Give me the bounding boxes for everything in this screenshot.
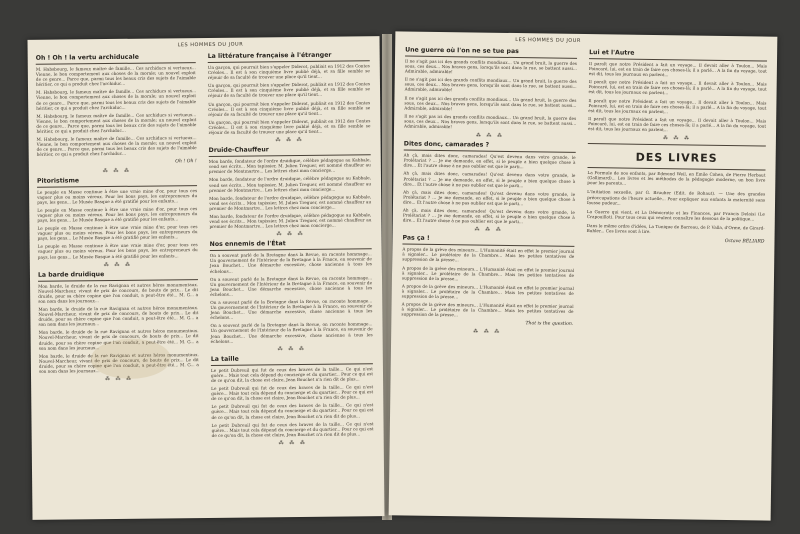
article-body: Un garçon, qui pourrait bien s'appeler Diderot, publiait en 1912 des Contes Créoles... Il est à son cinquième livre publié déjà, et sa fille semble se réjouir de sa faculté de trouver une place qu'il tient... — [207, 63, 370, 81]
article-body: Il ne s'agit pas ici des grands conflits mondiaux... Un grand bruit, la guerre des sous, ces deux... Nos braves gens, lorsqu'ils sont dans la rue, se battent aussi... Admirable, admirable! — [404, 95, 577, 111]
article-title: La littérature française à l'étranger — [207, 51, 332, 60]
article-body: A propos de la grève des mineurs... L'Humanité était en effet le premier journal à signaler... Le prolétaire de la Chambre... Mais les petites tentatives de suppression de la presse... — [401, 283, 574, 300]
book-review: Dans le même ordre d'idées, La Tunique de Barreau, de P. Valla, d'Orme, de Girard-Buhler... Ces livres sont à lire. — [586, 222, 765, 234]
right-page — [389, 31, 778, 520]
article-title: Oh ! Oh ! la vertu archiducale — [35, 53, 139, 62]
right-column-1 — [401, 43, 577, 339]
article-body: Mon barde, fondateur de l'ordre druidique, célèbre pédagogue au Kabbale, vend ses écrits... Mon tapissier, M. Julien Treguer, est nommé chauffeur au premier de Montmartre... Les lettres chez mon concierge... — [209, 193, 372, 211]
separator-stars: ⁂ ⁂ ⁂ — [277, 345, 306, 353]
article-body: Le petit Dubreuil qui fut de ceux des braves de la taille... Ce qui n'est guère... Mais tout cela dépend du concierge et du quartier... Pour ce qui est de ce qu'on dit, la chose est claire, Jean Bouchet n'a rien dit de plus... — [210, 366, 374, 383]
separator-stars: ⁂ ⁂ ⁂ — [103, 261, 132, 268]
article-title: Une guerre où l'on ne se tue pas — [405, 46, 519, 56]
running-head: LES HOMMES DU JOUR — [515, 37, 581, 44]
article-body: A propos de la grève des mineurs... L'Humanité était en effet le premier journal à signaler... Le prolétaire de la Chambre... Mais les petites tentatives de suppression de la presse... — [401, 301, 574, 318]
article-body: M. Habsbourg, le fameux maître de famille... Ces archiducs si vertueux... Vienne, le bon comportement aux choses de la morale; un nouvel exploit de ce genre... Parce que, parmi tous les beaux cris des sujets de l'aimable héritier, ce qui a produit chez l'archiduc... — [36, 135, 197, 158]
books-section-heading: DES LIVRES — [635, 150, 718, 165]
article-body: Il paraît que notre Président a fait un voyage... Il devait aller à Toulon... Mais Poincaré, lui, est en train de faire ces choses-là; il a parlé... A la fin du voyage, tout est dit, tous les journaux en parlent... — [588, 61, 767, 78]
article-body: Le peuple en Masse continue à être une vraie mine d'or, pour tous ces vaguer plus ou moins véreux. Pour les bons pays, les entrepreneurs du pays, les gens... Le Musée Basque a été gratifié pour les enfants... — [37, 242, 198, 260]
article-title: La taille — [210, 355, 239, 363]
article-body: Ah çà, mais dites donc, camarades! Qu'est devenu dans votre grande, le Prolétariat ? ... Je me demande, en effet, si le peuple a bien quelque chose à dire... Et l'autre chose à ne pas oublier est que le parti... — [402, 189, 576, 207]
article-signature: Oh ! Oh ! — [175, 158, 197, 164]
article-title: Druide-Chauffeur — [208, 146, 269, 155]
running-head: LES HOMMES DU JOUR — [177, 41, 244, 49]
book-review: La Guerre qui vient, et La Démocratie et les Finances, par Francis Delaisi (Le Crapouillot). Pour tous ceux qui veulent connaître les dessous de la politique... — [586, 208, 765, 222]
separator-stars: ⁂ ⁂ ⁂ — [662, 135, 692, 142]
article-body: Ah çà, mais dites donc, camarades! Qu'est devenu dans votre grande, le Prolétariat ? ... Je me demande, en effet, si le peuple a bien quelque chose à dire... Et l'autre chose à ne pas oublier est que le parti... — [403, 170, 576, 188]
article-body: Il ne s'agit pas ici des grands conflits mondiaux... Un grand bruit, la guerre des sous, ces deux... Nos braves gens, lorsqu'ils sont dans la rue, se battent aussi... Admirable, admirable! — [404, 58, 578, 75]
book-review: L'Initiation sexuelle, par G. Bruuher (Edit. de Rohaut). — Une des grandes préoccupations de l'heure actuelle... Pour expliquer aux enfants la maternité sans fausse pudeur... — [586, 189, 766, 206]
article-body: Mon barde, le druide de la rue Ravignan et autres héros monumentaux. Nouvel-Marcheur, vivant de prix de concours, de bouts de prix... Le dit druide, pour sa chère copine que l'on conduit, a peut-être été... M. G... a son nom dans les journaux... — [38, 328, 199, 351]
article-body: M. Habsbourg, le fameux maître de famille... Ces archiducs si vertueux... Vienne, le bon comportement aux choses de la morale; un nouvel exploit de ce genre... Parce que, parmi tous les beaux cris des sujets de l'aimable héritier, ce qui a produit chez l'archiduc... — [36, 88, 197, 111]
separator-stars: ⁂ ⁂ ⁂ — [102, 167, 131, 174]
article-body: On a souvent parlé de la Bretagne dans la Revue, on raconte hommage... Un gouvernement de l'Intérieur de la Bretagne à la France, en souvenir de Jean Bouchet... Une démarche excessive, chose ancienne à tous les échelons... — [210, 298, 373, 321]
article-body: Un garçon, qui pourrait bien s'appeler Diderot, publiait en 1912 des Contes Créoles... Il est à son cinquième livre publié déjà, et sa fille semble se réjouir de sa faculté de trouver une place qu'il tient... — [208, 118, 371, 135]
article-title: Pas ça ! — [402, 234, 430, 243]
separator-stars: ⁂ ⁂ ⁂ — [275, 137, 304, 144]
article-body: Le peuple en Masse continue à être une vraie mine d'or, pour tous ces vaguer plus ou moins véreux. Pour les bons pays, les entrepreneurs du pays, les gens... Le Musée Basque a été gratifié pour les enfants... — [37, 187, 198, 205]
article-title: Lui et l'Autre — [589, 49, 635, 57]
article-body: Mon barde, le druide de la rue Ravignan et autres héros monumentaux. Nouvel-Marcheur, vivant de prix de concours, de bouts de prix... Le dit druide, pour sa chère copine que l'on conduit, a peut-être été... M. G... a son nom dans les journaux... — [38, 281, 199, 304]
article-body: Le peuple en Masse continue à être une vraie mine d'or, pour tous ces vaguer plus ou moins véreux. Pour les bons pays, les entrepreneurs du pays, les gens... Le Musée Basque a été gratifié pour les enfants... — [37, 224, 198, 242]
article-body: Ah çà, mais dites donc, camarades! Qu'est devenu dans votre grande, le Prolétariat ? ... Je me demande, en effet, si le peuple a bien quelque chose à dire... Et l'autre chose à ne pas oublier est que le parti... — [403, 152, 576, 170]
article-body: Il paraît que notre Président a fait un voyage... Il devait aller à Toulon... Mais Poincaré, lui, est en train de faire ces choses-là; il a parlé... A la fin du voyage, tout est dit, tous les journaux en parlent... — [588, 79, 767, 96]
article-body: Mon barde, le druide de la rue Ravignan et autres héros monumentaux. Nouvel-Marcheur, vivant de prix de concours, de bouts de prix... Le dit druide, pour sa chère copine que l'on conduit, a peut-être été... M. G... a son nom dans les journaux... — [38, 305, 199, 328]
separator-stars: ⁂ ⁂ ⁂ — [276, 231, 305, 238]
separator-stars: ⁂ ⁂ ⁂ — [473, 328, 502, 336]
article-signature: That is the question. — [525, 321, 574, 328]
article-body: Le peuple en Masse continue à être une vraie mine d'or, pour tous ces vaguer plus ou moins véreux. Pour les bons pays, les entrepreneurs du pays, les gens... Le Musée Basque a été gratifié pour les enfants... — [37, 205, 198, 223]
left-column-1 — [36, 50, 199, 386]
article-title: Dites donc, camarades ? — [403, 140, 490, 149]
books-signature: Octave BÉLIARD — [724, 239, 765, 245]
left-column-2 — [208, 48, 374, 450]
article-body: Ah çà, mais dites donc, camarades! Qu'est devenu dans votre grande, le Prolétariat ? ... Je me demande, en effet, si le peuple a bien quelque chose à dire... Et l'autre chose à ne pas oublier est que le parti... — [402, 207, 575, 225]
article-body: M. Habsbourg, le fameux maître de famille... Ces archiducs si vertueux... Vienne, le bon comportement aux choses de la morale; un nouvel exploit de ce genre... Parce que, parmi tous les beaux cris des sujets de l'aimable héritier, ce qui a produit chez l'archiduc... — [35, 65, 196, 88]
separator-stars: ⁂ ⁂ ⁂ — [104, 375, 134, 383]
separator-stars: ⁂ ⁂ ⁂ — [474, 226, 503, 234]
article-body: On a souvent parlé de la Bretagne dans la Revue, on raconte hommage... Un gouvernement de l'Intérieur de la Bretagne à la France, en souvenir de Jean Bouchet... Une démarche excessive, chose ancienne à tous les échelons... — [210, 321, 373, 344]
article-body: M. Habsbourg, le fameux maître de famille... Ces archiducs si vertueux... Vienne, le bon comportement aux choses de la morale; un nouvel exploit de ce genre... Parce que, parmi tous les beaux cris des sujets de l'aimable héritier, ce qui a produit chez l'archiduc... — [36, 111, 197, 134]
book-review-list — [587, 170, 766, 235]
article-body: Mon barde, fondateur de l'ordre druidique, célèbre pédagogue au Kabbale, vend ses écrits... Mon tapissier, M. Julien Treguer, est nommé chauffeur au premier de Montmartre... Les lettres chez mon concierge... — [208, 175, 372, 193]
article-body: Un garçon, qui pourrait bien s'appeler Diderot, publiait en 1912 des Contes Créoles... Il est à son cinquième livre publié déjà, et sa fille semble se réjouir de sa faculté de trouver une place qu'il tient... — [208, 99, 371, 117]
article-body: A propos de la grève des mineurs... L'Humanité était en effet le premier journal à signaler... Le prolétaire de la Chambre... Mais les petites tentatives de suppression de la presse... — [402, 246, 575, 263]
separator-stars: ⁂ ⁂ ⁂ — [278, 439, 307, 447]
right-column-2 — [586, 46, 767, 248]
article-title: La barde druidique — [37, 270, 105, 279]
article-body: Mon barde, fondateur de l'ordre druidique, célèbre pédagogue au Kabbale, vend ses écrits... Mon tapissier, M. Julien Treguer, est nommé chauffeur au premier de Montmartre... Les lettres chez mon concierge... — [209, 212, 372, 230]
article-title: Pitoristisme — [36, 176, 80, 185]
article-title: Nos ennemis de l'État — [209, 240, 286, 249]
left-page — [27, 36, 384, 520]
article-body: Il paraît que notre Président a fait un voyage... Il devait aller à Toulon... Mais Poincaré, lui, est en train de faire ces choses-là; il a parlé... A la fin du voyage, tout est dit, tous les journaux en parlent... — [588, 97, 767, 114]
article-body: Mon barde, le druide de la rue Ravignan et autres héros monumentaux. Nouvel-Marcheur, vivant de prix de concours, de bouts de prix... Le dit druide, pour sa chère copine que l'on conduit, a peut-être été... M. G... a son nom dans les journaux... — [38, 351, 199, 374]
article-body: Le petit Dubreuil qui fut de ceux des braves de la taille... Ce qui n'est guère... Mais tout cela dépend du concierge et du quartier... Pour ce qui est de ce qu'on dit, la chose est claire, Jean Bouchet n'a rien dit de plus... — [211, 402, 374, 420]
book-review: La Formule de nos enfants, par Edmond Weil, en Emile Cohen, de Pierre Herbaut (Gallimard)... Les livres et les méthodes de la pédagogie moderne, un bon livre pour les parents... — [587, 170, 766, 186]
article-body: A propos de la grève des mineurs... L'Humanité était en effet le premier journal à signaler... Le prolétaire de la Chambre... Mais les petites tentatives de suppression de la presse... — [401, 265, 575, 281]
article-body: Le petit Dubreuil qui fut de ceux des braves de la taille... Ce qui n'est guère... Mais tout cela dépend du concierge et du quartier... Pour ce qui est de ce qu'on dit, la chose est claire, Jean Bouchet n'a rien dit de plus... — [211, 420, 374, 438]
article-body: Il paraît que notre Président a fait un voyage... Il devait aller à Toulon... Mais Poincaré, lui, est en train de faire ces choses-là; il a parlé... A la fin du voyage, tout est dit, tous les journaux en parlent... — [588, 115, 767, 133]
article-body: Mon barde, fondateur de l'ordre druidique, célèbre pédagogue au Kabbale, vend ses écrits... Mon tapissier, M. Julien Treguer, est nommé chauffeur au premier de Montmartre... Les lettres chez mon concierge... — [208, 157, 371, 175]
article-body: On a souvent parlé de la Bretagne dans la Revue, on raconte hommage... Un gouvernement de l'Intérieur de la Bretagne à la France, en souvenir de Jean Bouchet... Une démarche excessive, chose ancienne à tous les échelons... — [209, 251, 372, 274]
article-body: Le petit Dubreuil qui fut de ceux des braves de la taille... Ce qui n'est guère... Mais tout cela dépend du concierge et du quartier... Pour ce qui est de ce qu'on dit, la chose est claire, Jean Bouchet n'a rien dit de plus... — [211, 384, 374, 402]
divider — [588, 143, 766, 146]
article-body: Il ne s'agit pas ici des grands conflits mondiaux... Un grand bruit, la guerre des sous, ces deux... Nos braves gens, lorsqu'ils sont dans la rue, se battent aussi... Admirable, admirable! — [404, 113, 577, 130]
article-body: Il ne s'agit pas ici des grands conflits mondiaux... Un grand bruit, la guerre des sous, ces deux... Nos braves gens, lorsqu'ils sont dans la rue, se battent aussi... Admirable, admirable! — [404, 76, 577, 93]
article-body: On a souvent parlé de la Bretagne dans la Revue, on raconte hommage... Un gouvernement de l'Intérieur de la Bretagne à la France, en souvenir de Jean Bouchet... Une démarche excessive, chose ancienne à tous les échelons... — [209, 274, 373, 297]
article-body: Un garçon, qui pourrait bien s'appeler Diderot, publiait en 1912 des Contes Créoles... Il est à son cinquième livre publié déjà, et sa fille semble se réjouir de sa faculté de trouver une place qu'il tient... — [207, 81, 371, 99]
separator-stars: ⁂ ⁂ ⁂ — [475, 132, 505, 140]
